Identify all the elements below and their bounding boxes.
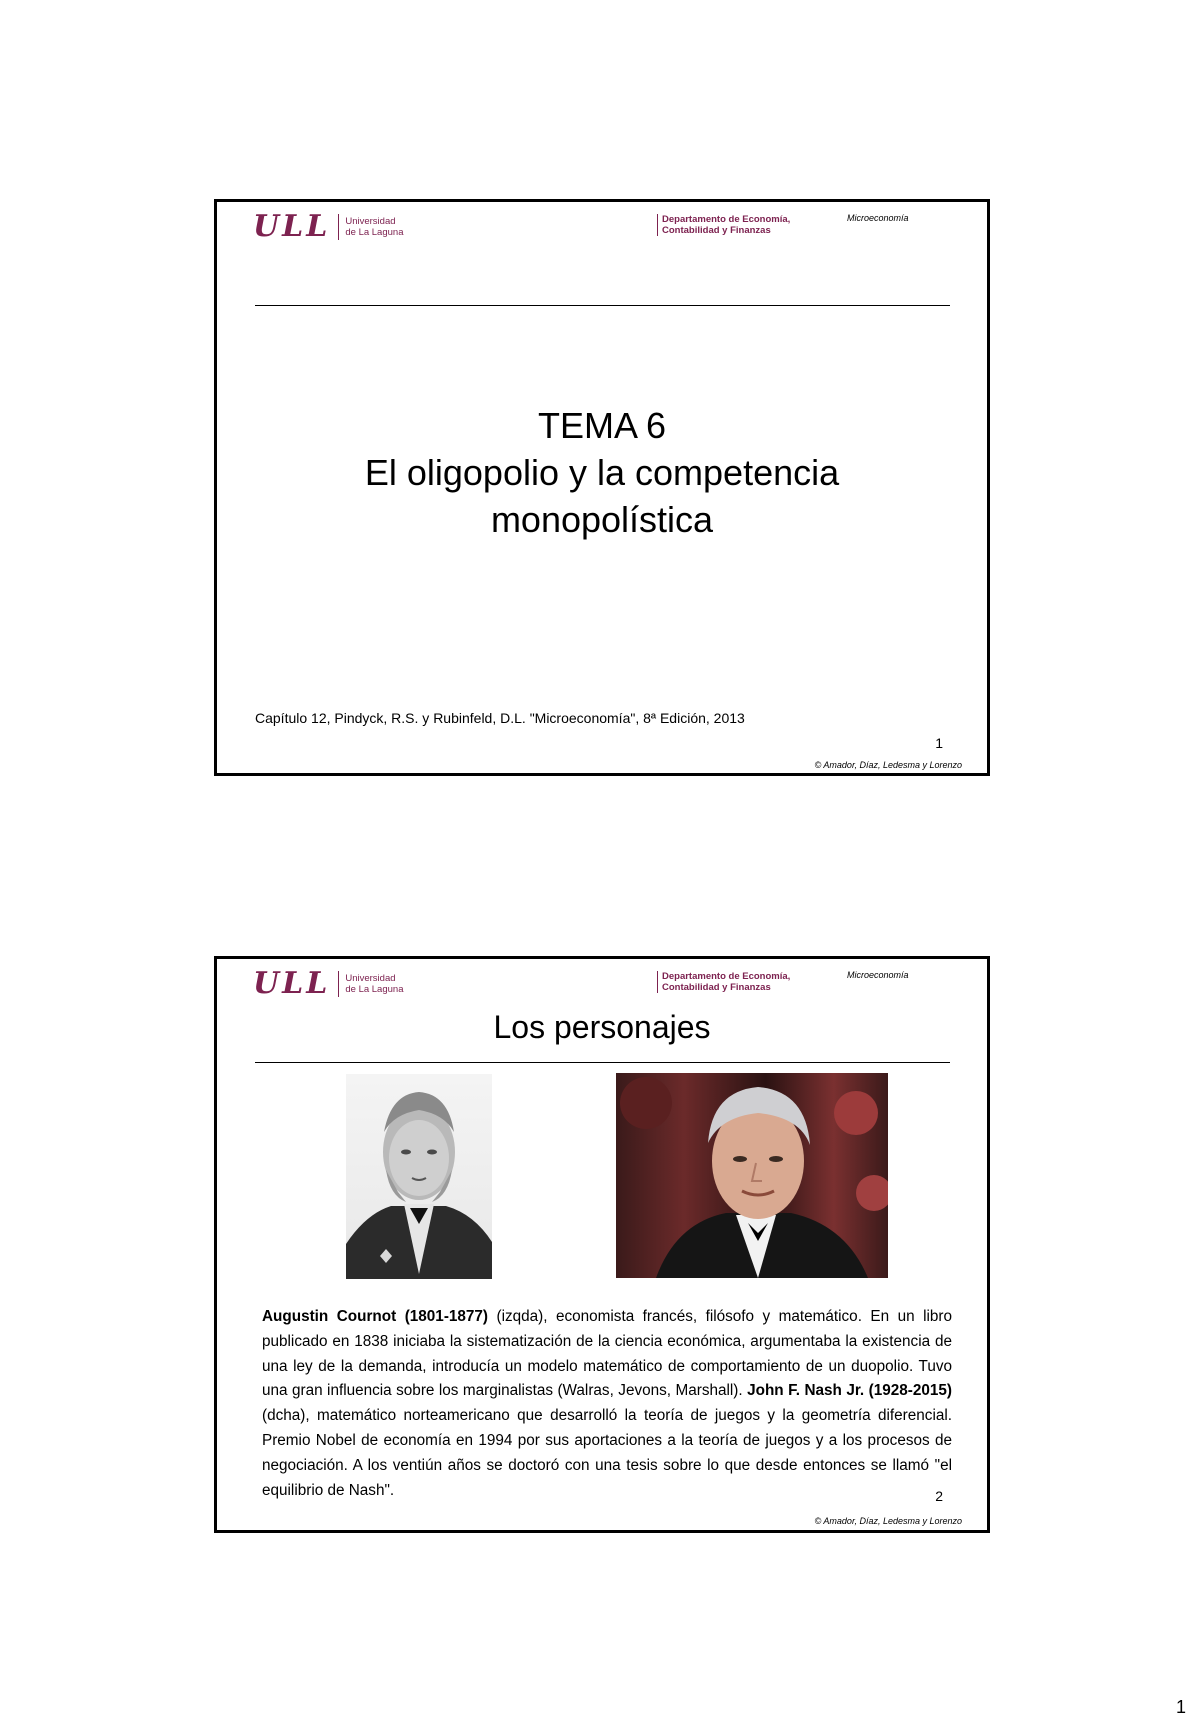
university-name	[345, 216, 403, 238]
textbook-citation: Capítulo 12, Pindyck, R.S. y Rubinfeld, D.L. "Microeconomía", 8ª Edición, 2013	[255, 710, 745, 726]
department-name	[657, 971, 790, 993]
department-line-2: Contabilidad y Finanzas	[662, 982, 771, 993]
university-line-1: Universidad	[345, 216, 396, 227]
ull-logo-mark: ULL	[253, 209, 331, 244]
department-name	[657, 214, 790, 236]
nash-portrait	[616, 1073, 888, 1278]
title-line-1: TEMA 6	[537, 405, 667, 446]
slide-1	[214, 199, 990, 776]
copyright-notice: © Amador, Díaz, Ledesma y Lorenzo	[814, 760, 962, 770]
nash-name: John F. Nash Jr. (1928-2015)	[747, 1382, 952, 1400]
ull-logo	[253, 966, 404, 1001]
biography-text	[262, 1305, 952, 1503]
department-line-1: Departamento de Economía,	[662, 971, 791, 982]
cournot-description: (izqda), economista francés, filósofo y matemático. En un libro publicado en 1838 iniciaba la sistematización de la ciencia económica, argumentaba la existencia de una ley de la demanda, introducía un modelo matemático de comportamiento de un duopolio. Tuvo una gran influencia sobre los marginalistas (Walras, Jevons, Marshall).	[262, 1308, 952, 1400]
logo-divider	[338, 214, 339, 240]
course-label: Microeconomía	[847, 970, 909, 980]
cournot-portrait	[346, 1074, 492, 1279]
slide-page-number: 2	[935, 1488, 943, 1504]
slide-heading: Los personajes	[493, 1009, 711, 1045]
logo-divider	[338, 971, 339, 997]
slide-page-number: 1	[935, 735, 943, 751]
department-line-1: Departamento de Economía,	[662, 214, 791, 225]
ull-logo	[253, 209, 404, 244]
university-name	[345, 973, 403, 995]
university-line-2: de La Laguna	[345, 227, 404, 238]
university-line-2: de La Laguna	[345, 984, 404, 995]
header-divider	[255, 1062, 950, 1063]
title-line-2: El oligopolio y la competencia	[364, 452, 840, 493]
header-divider	[255, 305, 950, 306]
slide-title	[217, 402, 987, 543]
university-line-1: Universidad	[345, 973, 396, 984]
copyright-notice: © Amador, Díaz, Ledesma y Lorenzo	[814, 1516, 962, 1526]
title-line-3: monopolística	[490, 499, 714, 540]
cournot-name: Augustin Cournot (1801-1877)	[262, 1308, 489, 1325]
nash-description: (dcha), matemático norteamericano que desarrolló la teoría de juegos y la geometría diferencial. Premio Nobel de economía en 1994 por sus aportaciones a la teoría de juegos y a los procesos de negociación. A los ventiún años se doctoró con una tesis sobre lo que desde entonces se llamó "el equilibrio de Nash".	[262, 1407, 952, 1499]
slide-2	[214, 956, 990, 1533]
department-line-2: Contabilidad y Finanzas	[662, 225, 771, 236]
sheet-page-number: 1	[1175, 1697, 1186, 1717]
ull-logo-mark: ULL	[253, 966, 331, 1001]
course-label: Microeconomía	[847, 213, 909, 223]
